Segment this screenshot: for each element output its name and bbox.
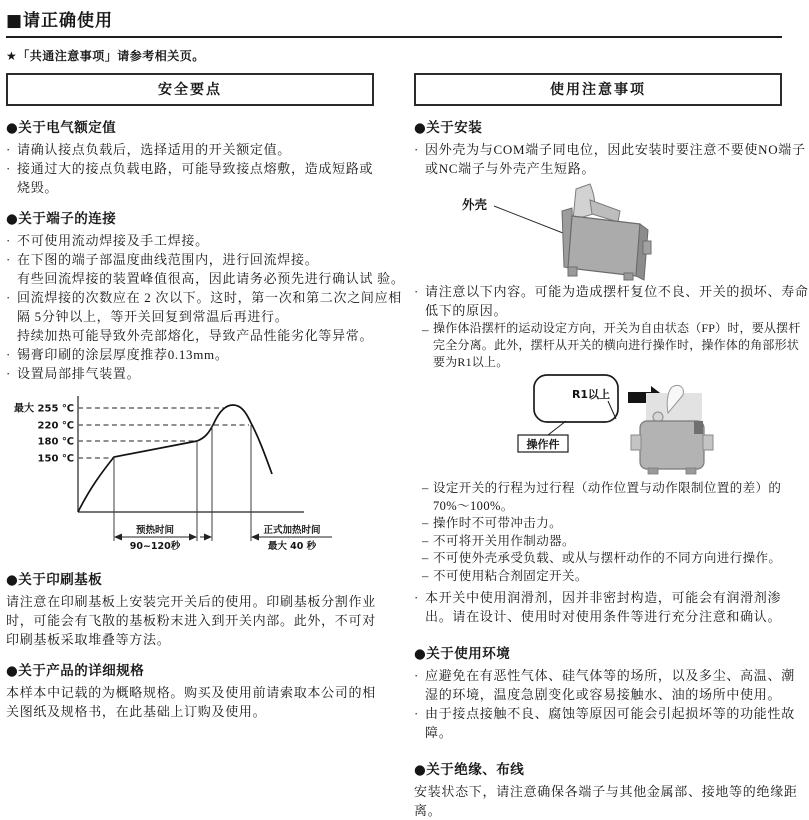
dash-marker: – — [422, 568, 429, 583]
text-line: 障。 — [425, 725, 453, 740]
switch-foot — [568, 267, 577, 276]
dash-item — [422, 515, 782, 533]
section-heading-spec: ●关于产品的详细规格 — [6, 663, 145, 679]
bullet-item — [414, 140, 806, 178]
text-line: 出。请在设计、使用时对使用条件等进行充分注意和确认。 — [425, 609, 782, 624]
text-line: 完全分离。此外，摆杆从开关的横向进行操作时，操作体的角部形状 — [433, 338, 800, 352]
mount-dash-list — [422, 480, 782, 585]
text-line: 不可使用粘合剂固定开关。 — [433, 568, 588, 583]
switch-side-tab — [631, 435, 641, 450]
bullet-item — [414, 704, 795, 742]
bullet-text — [425, 666, 795, 704]
temp-label-150: 150 ℃ — [37, 453, 74, 465]
text-line: 操作体沿摆杆的运动设定方向，开关为自由状态（FP）时，要从摆杆 — [433, 321, 801, 335]
section-heading-mount: ●关于安装 — [414, 120, 483, 136]
arrowhead — [189, 534, 197, 541]
switch-terminal — [643, 241, 651, 254]
text-line: 烧毁。 — [17, 180, 59, 195]
bullet-item — [6, 250, 405, 288]
arrowhead — [251, 534, 259, 541]
bullet-marker: · — [6, 142, 11, 157]
bullet-text — [425, 588, 782, 626]
text-line: 本开关中使用润滑剂，因并非密封构造，可能会有润滑剂渗 — [425, 590, 782, 605]
text-line: 锡膏印刷的涂层厚度推荐0.13mm。 — [17, 347, 229, 362]
text-line: 回流焊接的次数应在 2 次以下。这时，第一次和第二次之间应相 — [17, 290, 403, 305]
text-line: 隔 5分钟以上，等开关回复到常温后再进行。 — [17, 309, 289, 324]
text-line: 请注意在印刷基板上安装完开关后的使用。印刷基板分割作业 — [6, 594, 376, 609]
text-line: 接通过大的接点负载电路，可能导致接点熔敷，造成短路或 — [17, 161, 374, 176]
bullet-text — [17, 231, 374, 250]
dash-text — [433, 533, 782, 551]
text-line: 不可使用流动焊接及手工焊接。 — [17, 233, 209, 248]
switch-iso-illustration — [562, 184, 651, 280]
bullet-marker: · — [414, 142, 419, 157]
text-line: 操作时不可带冲击力。 — [433, 516, 563, 530]
switch-foot — [624, 273, 633, 280]
text-line: 70%～100%。 — [433, 498, 514, 513]
r1-label: R1以上 — [571, 388, 611, 401]
section-body — [414, 782, 798, 820]
bullet-marker: · — [6, 347, 11, 362]
bullet-text — [425, 704, 795, 742]
section-heading-terminal: ●关于端子的连接 — [6, 211, 117, 227]
dash-text — [433, 568, 782, 586]
bullet-item — [414, 282, 809, 320]
section-body — [6, 592, 374, 649]
text-line: 不可使外壳承受负载、或从与摆杆动作的不同方向进行操作。 — [433, 551, 782, 565]
text-line: 要为R1以上。 — [433, 355, 509, 369]
sub-item — [422, 320, 801, 371]
column-precautions — [414, 73, 809, 820]
temp-label-255: 最大 255 ℃ — [14, 403, 74, 415]
bullet-marker: · — [6, 366, 11, 381]
precautions-header: 使用注意事项 — [414, 73, 782, 106]
column-safety — [6, 73, 405, 820]
temp-label-180: 180 ℃ — [37, 436, 74, 448]
text-line: 应避免在有恶性气体、硅气体等的场所，以及多尘、高温、潮 — [425, 668, 795, 683]
operator-label: 操作件 — [526, 438, 560, 451]
text-line: 请确认接点负载后，选择适用的开关额定值。 — [17, 142, 292, 157]
text-line: 本样本中记载的为概略规格。购买及使用前请索取本公司的相 — [6, 685, 376, 700]
text-line: 时，可能会有飞散的基板粉末进入到开关内部。此外，不可对 — [6, 613, 376, 628]
reflow-profile-chart — [8, 390, 358, 558]
bullet-text — [17, 250, 405, 288]
switch-foot — [686, 468, 696, 474]
dash-marker: – — [422, 481, 429, 495]
bullet-item — [6, 345, 374, 364]
text-line: 设定开关的行程为过行程（动作位置与动作限制位置的差）的 — [433, 481, 782, 495]
bullet-item — [414, 666, 795, 704]
bullet-marker: · — [6, 290, 11, 305]
bullet-marker: · — [6, 233, 11, 248]
switch-foot — [648, 468, 658, 474]
bullet-marker: · — [414, 706, 419, 721]
text-line: 湿的环境，温度急剧变化或容易接触水、油的场所中使用。 — [425, 687, 782, 702]
text-line: 安装状态下，请注意确保各端子与其他金属部、接地等的绝缘距 — [414, 784, 798, 799]
bullet-marker: · — [414, 284, 419, 299]
dash-item — [422, 550, 782, 568]
text-line: 请注意以下内容。可能为造成摆杆复位不良、开关的损坏、寿命 — [425, 284, 809, 299]
section-heading-rating: ●关于电气额定值 — [6, 120, 117, 136]
switch-dark-tab — [694, 421, 703, 434]
text-line: 印刷基板采取堆叠等方法。 — [6, 632, 171, 647]
dash-text — [433, 515, 782, 533]
text-line: 离。 — [414, 803, 442, 818]
bullet-text — [17, 288, 402, 345]
heat-time-label: 最大 40 秒 — [267, 541, 317, 552]
reflow-chart-figure — [8, 390, 374, 558]
switch-body-face — [568, 216, 640, 276]
page-title: ■请正确使用 — [6, 6, 782, 38]
preheat-time-label: 90~120秒 — [129, 541, 181, 552]
bullet-text — [17, 364, 374, 383]
arrowhead — [114, 534, 122, 541]
text-line: 关图纸及规格书，在此基础上订购及使用。 — [6, 704, 267, 719]
operator-leader-line — [548, 421, 566, 435]
text-line: 或NC端子与外壳产生短路。 — [425, 161, 596, 176]
sub-text — [433, 320, 801, 371]
section-heading-insulation: ●关于绝缘、布线 — [414, 762, 525, 778]
switch-side-tab — [703, 435, 713, 450]
text-line: 设置局部排气装置。 — [17, 366, 141, 381]
text-line: 有些回流焊接的装置峰值很高，因此请务必预先进行确认试 验。 — [17, 271, 405, 286]
heat-label: 正式加热时间 — [263, 525, 321, 536]
bullet-item — [6, 288, 403, 345]
bullet-item — [6, 231, 374, 250]
leader-line — [494, 206, 568, 235]
section-body — [6, 683, 374, 721]
text-line: 持续加热可能导致外壳部熔化，导致产品性能劣化等异常。 — [17, 328, 374, 343]
dash-text — [433, 480, 782, 515]
text-line: 在下图的端子部温度曲线范围内，进行回流焊接。 — [17, 252, 319, 267]
bullet-item — [414, 588, 782, 626]
bullet-text — [425, 140, 806, 178]
bullet-marker: · — [6, 252, 11, 267]
bullet-item — [6, 364, 374, 383]
bullet-item — [6, 140, 374, 159]
bullet-text — [17, 140, 374, 159]
dash-item — [422, 533, 782, 551]
text-line: 不可将开关用作制动器。 — [433, 533, 575, 548]
text-line: 低下的原因。 — [425, 303, 508, 318]
section-heading-pcb: ●关于印刷基板 — [6, 572, 103, 588]
reference-note: ★「共通注意事项」请参考相关页。 — [6, 49, 205, 63]
safety-header: 安全要点 — [6, 73, 374, 106]
bullet-marker: · — [6, 161, 11, 176]
dash-marker: – — [422, 533, 429, 548]
operator-r1-figure — [414, 373, 780, 477]
dash-marker: – — [422, 322, 429, 337]
switch-housing-figure — [414, 183, 774, 281]
bullet-text — [425, 282, 809, 320]
dash-item — [422, 480, 782, 515]
bullet-text — [17, 345, 374, 364]
section-heading-environment: ●关于使用环境 — [414, 646, 511, 662]
text-line: 由于接点接触不良、腐蚀等原因可能会引起损坏等的功能性故 — [425, 706, 795, 721]
dash-text — [433, 550, 782, 568]
dash-marker: – — [422, 516, 429, 530]
temp-label-220: 220 ℃ — [37, 420, 74, 432]
bullet-text — [17, 159, 374, 197]
arrowhead — [204, 534, 212, 541]
housing-label: 外壳 — [462, 197, 488, 212]
text-line: 因外壳为与COM端子同电位，因此安装时要注意不要使NO端子 — [425, 142, 806, 157]
bullet-marker: · — [414, 668, 419, 683]
bullet-marker: · — [414, 590, 419, 605]
bullet-item — [6, 159, 374, 197]
dash-item — [422, 568, 782, 586]
dash-marker: – — [422, 551, 429, 565]
preheat-label: 预热时间 — [135, 525, 175, 536]
two-column-layout — [6, 73, 809, 820]
